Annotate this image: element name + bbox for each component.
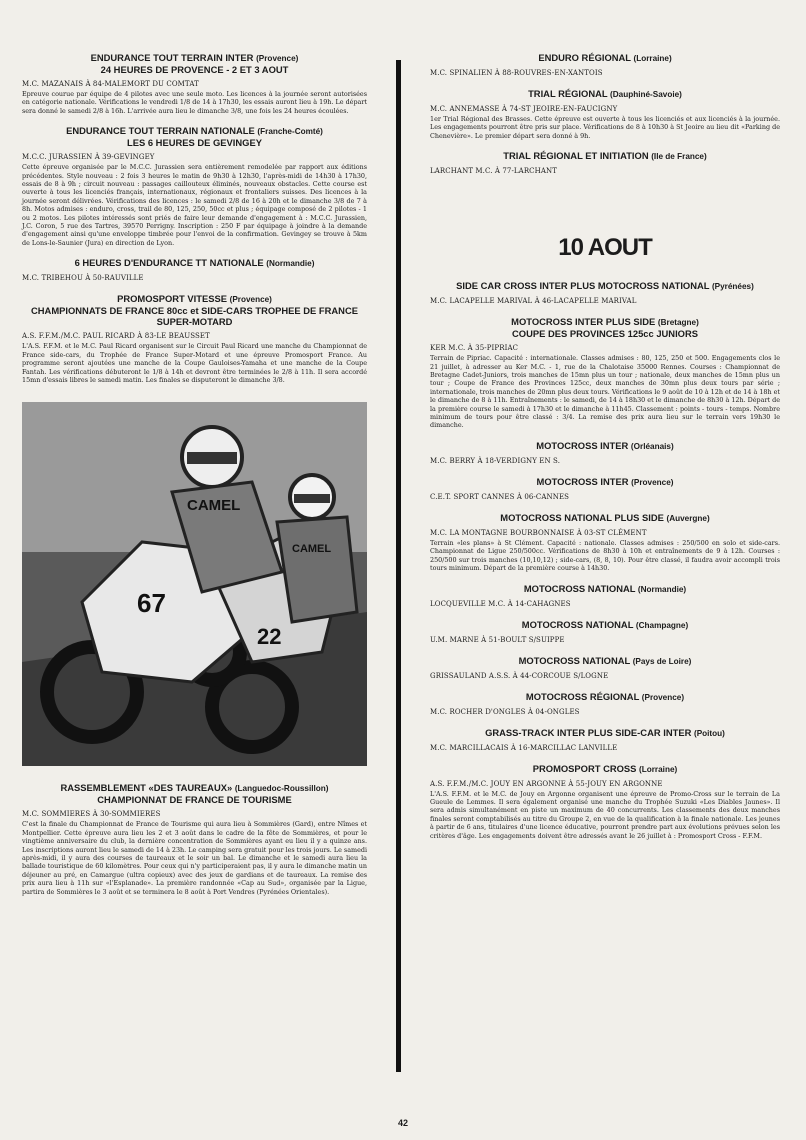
event-club: A.S. F.F.M./M.C. JOUY EN ARGONNE À 55-JOUY EN ARGONNE (430, 779, 663, 788)
event-club: U.M. MARNE À 51-BOULT S/SUIPPE (430, 635, 565, 644)
event-title: 6 HEURES D'ENDURANCE TT NATIONALE (74, 257, 264, 269)
event-title-line (22, 293, 367, 305)
event-title: PROMOSPORT CROSS (532, 762, 637, 774)
event-listing (430, 440, 780, 466)
event-description: C'est la finale du Championnat de France de Tourisme qui aura lieu à Sommières (Gard), entre Nîmes et Montpellier. Cette épreuve aura lieu les 2 et 3 août dans le cadre de la fête de Sommières, et pour le vingtième anniversaire du club, la dernière concentration de Sommières ayant eu lieu il y a quinze ans. Les inscriptions auront lieu le samedi de 14 à 23h. Le camping sera gratuit pour les trois jours. Le samedi après-midi, il y aura des courses de taureaux et le soir un bal. Le dimanche et le samedi aura lieu la ballade touristique de 60 kilomètres. Pour ceux qui n'y participeraient pas, il y aura le dimanche matin un déjeuner au pré, en Camargue (ultra copieux) avec des jeux de gardians et de taureaux. La remise des prix aura lieu à 11h sur «l'Esplanade». La première randonnée «Cap au Sud», organisée par la Ligue, partira de Sommières le 3 août et se terminera le 8 août à Port Vendres (Pyrénées Orientales). (22, 820, 367, 896)
event-title: ENDURANCE TOUT TERRAIN NATIONALE (66, 125, 255, 137)
event-club: A.S. F.F.M./M.C. PAUL RICARD À 83-LE BEAUSSET (22, 332, 210, 341)
event-title-line (22, 782, 367, 794)
event-title: PROMOSPORT VITESSE (117, 293, 227, 305)
event-region: (Provence) (631, 477, 674, 487)
event-title-line (430, 583, 780, 595)
event-title-line (430, 476, 780, 488)
column-divider (396, 60, 401, 1072)
event-title-line (430, 763, 780, 775)
event-heading (430, 280, 780, 292)
event-title-line (430, 512, 780, 524)
event-heading (430, 727, 780, 739)
event-subtitle: COUPE DES PROVINCES 125cc JUNIORS (512, 328, 698, 340)
event-title: GRASS-TRACK INTER PLUS SIDE-CAR INTER (485, 726, 692, 738)
event-listing (430, 316, 780, 430)
event-listing (430, 763, 780, 840)
event-region: (Ile de France) (651, 152, 707, 162)
race-number-1: 67 (137, 588, 166, 619)
event-title-line (430, 655, 780, 667)
event-heading (430, 619, 780, 631)
motorcycle-riders-illustration (22, 402, 367, 766)
event-listing (22, 293, 367, 384)
event-title: RASSEMBLEMENT «DES TAUREAUX» (60, 782, 233, 794)
event-subtitle: 24 HEURES DE PROVENCE - 2 ET 3 AOUT (100, 64, 289, 75)
event-club: M.C. SPINALIEN À 88-ROUVRES-EN-XANTOIS (430, 69, 603, 77)
event-title: TRIAL RÉGIONAL (528, 88, 608, 99)
event-listing (430, 727, 780, 753)
left-column (22, 52, 367, 906)
event-region: (Pays de Loire) (632, 656, 692, 666)
event-region: (Lorraine) (639, 764, 678, 774)
event-title-line (430, 88, 780, 100)
event-title: SIDE CAR CROSS INTER PLUS MOTOCROSS NATIONAL (456, 280, 710, 292)
event-region: (Champagne) (635, 620, 689, 630)
event-club: LOCQUEVILLE M.C. À 14-CAHAGNES (430, 599, 571, 608)
event-club: M.C. SOMMIERES À 30-SOMMIERES (22, 810, 161, 819)
event-listing (430, 150, 780, 176)
event-title: ENDURANCE TOUT TERRAIN INTER (90, 52, 254, 63)
event-listing (22, 125, 367, 247)
event-region: (Poitou) (693, 728, 725, 738)
event-title: MOTOCROSS INTER PLUS SIDE (511, 316, 656, 328)
event-title-line (22, 125, 367, 137)
event-listing (22, 52, 367, 115)
event-listing (430, 619, 780, 645)
event-description: Cette épreuve organisée par le M.C.C. Jurassien sera entièrement remodelée par rapport aux éditions précédentes. Style nouveau : 2 fois 3 heures le matin de 9h30 à 12h30, l'après-midi de 14h30 à 17h30, essais de 8 à 9h ; circuit nouveau : passages caillouteux éliminés, nouveaux obstacles. Cette course est ouverte à tous les licenciés français, internationaux, régionaux et frontaliers suisses. Des licences à la journée seront délivrées. Vérifications des licences : le samedi 2/8 de 16 à 20h et le dimanche 3/8 de 7 à 8h. Motos admises : enduro, cross, trail de 80, 125, 250, 50cc et plus ; équipage composé de 2 pilotes - 1 ou 2 motos. Les pilotes intéressés sont priés de faire leur demande d'engagement à : M.C.C. Jurassien, J.C. Coron, 5 rue des Tartres, 39570 Perrigny. Inscription : 250 F par équipage à joindre à la demande d'engagement ainsi qu'une enveloppe timbrée pour l'envoi de la confirmation. Gevingey se trouve à 5km de Lons-le-Saunier (Jura) en direction de Lyon. (22, 163, 367, 247)
event-title-line (430, 280, 780, 292)
event-region: (Languedoc-Roussillon) (234, 784, 329, 794)
event-club: M.C. TRIBEHOU À 50-RAUVILLE (22, 274, 144, 283)
event-club: M.C.C. JURASSIEN À 39-GEVINGEY (22, 153, 155, 162)
event-listing (22, 782, 367, 896)
event-title-line (430, 150, 780, 162)
page-number: 42 (397, 1118, 408, 1128)
event-heading (22, 782, 367, 805)
event-heading (22, 257, 367, 269)
event-title: MOTOCROSS RÉGIONAL (525, 690, 640, 702)
event-heading (430, 512, 780, 524)
sponsor-logo-2: CAMEL (292, 543, 332, 556)
event-description: Epreuve courue par équipe de 4 pilotes avec une seule moto. Les licences à la journée seront autorisées en catégorie nationale. Vérifications le vendredi 1/8 de 14 à 17h30, les essais auront lieu à 19h. Le départ sera donné le samedi 2/8 à 16h. L'arrivée aura lieu le dimanche 3/8, une fois les 24 heures écoulées. (22, 90, 367, 115)
event-description: 1er Trial Régional des Brasses. Cette épreuve est ouverte à tous les licenciés et aux licenciés à la journée. Les engagements pourront être pris sur place. Vérifications de 8 à 10h30 à St Jeoire au lieu dit «Parking de Chenevière». Le premier départ sera donné à 9h. (430, 115, 780, 140)
event-title: MOTOCROSS INTER (536, 439, 629, 451)
event-listing (430, 280, 780, 306)
event-club: M.C. MAZANAIS À 84-MALEMORT DU COMTAT (22, 80, 199, 88)
event-title-line (430, 691, 780, 703)
event-club: C.E.T. SPORT CANNES À 06-CANNES (430, 492, 570, 501)
event-title: MOTOCROSS NATIONAL (521, 618, 634, 630)
event-heading (22, 52, 367, 75)
event-listing (430, 583, 780, 609)
event-listing (430, 655, 780, 681)
event-region: (Pyrénées) (711, 282, 754, 292)
event-heading (430, 316, 780, 339)
event-title: ENDURO RÉGIONAL (538, 52, 631, 63)
event-subtitle: LES 6 HEURES DE GEVINGEY (127, 137, 262, 149)
event-heading (430, 440, 780, 452)
event-heading (430, 52, 780, 64)
event-listing (22, 257, 367, 283)
event-region: (Orléanais) (630, 441, 674, 451)
event-heading (22, 293, 367, 327)
event-title: MOTOCROSS NATIONAL (518, 654, 631, 666)
event-club: KER M.C. À 35-PIPRIAC (430, 344, 519, 353)
event-title-line (22, 52, 367, 64)
event-description: Terrain de Pipriac. Capacité : internationale. Classes admises : 80, 125, 250 et 500. Engagements clos le 21 juillet, à adresser au Ker M.C. - 1, rue de la Chalotaise 35000 Rennes. Courses : Championnat de Bretagne Cadet-Juniors, trois manches de 15mn plus un tour ; nationale, deux manches de 15mn plus un tour ; Coupe de France des Provinces 125cc, deux manches de 30mn plus deux tours par série ; internationale, trois manches de 20mn plus deux tours. Vérifications le 9 août de 10 à 12h et de 14 à 18h et le dimanche de 8 à 11h. Entraînements : le samedi, de 14 à 18h30 et le dimanche de 8h30 à 12h. Départ de la première course le samedi à 17h30 et le dimanche à 11h45. Classement : points - tours - temps. Nombre minimum de tours pour être classé : 3/4. La remise des prix aura lieu sur le terrain vers 19h30 le dimanche. (430, 354, 780, 430)
event-club: M.C. LA MONTAGNE BOURBONNAISE À 03-ST CLÉMENT (430, 528, 647, 537)
date-heading: 10 AOUT (558, 234, 652, 262)
event-region: (Provence) (229, 295, 272, 305)
event-subtitle: CHAMPIONNATS DE FRANCE 80cc et SIDE-CARS TROPHEE DE FRANCE SUPER-MOTARD (31, 305, 358, 328)
event-listing (430, 512, 780, 573)
event-region: (Bretagne) (657, 318, 699, 328)
event-region: (Lorraine) (633, 54, 672, 63)
event-region: (Franche-Comté) (257, 127, 323, 137)
event-region: (Auvergne) (666, 513, 710, 523)
event-listing (430, 691, 780, 717)
race-number-2: 22 (257, 624, 282, 650)
event-club: M.C. MARCILLACAIS À 16-MARCILLAC LANVILLE (430, 743, 618, 752)
event-region: (Normandie) (637, 584, 687, 594)
event-heading (430, 88, 780, 100)
event-club: GRISSAULAND A.S.S. À 44-CORCOUE S/LOGNE (430, 671, 609, 680)
event-heading (430, 691, 780, 703)
event-listing (430, 476, 780, 502)
event-title: MOTOCROSS NATIONAL (523, 582, 636, 594)
event-title: TRIAL RÉGIONAL ET INITIATION (503, 150, 649, 162)
event-listing (430, 52, 780, 78)
event-heading (430, 655, 780, 667)
right-column (430, 52, 780, 850)
event-heading (22, 125, 367, 148)
event-club: M.C. ANNEMASSE À 74-ST JEOIRE-EN-FAUCIGNY (430, 105, 618, 113)
event-subtitle: CHAMPIONNAT DE FRANCE DE TOURISME (97, 794, 292, 806)
event-region: (Provence) (256, 54, 299, 63)
sponsor-logo: CAMEL (187, 497, 241, 515)
event-region: (Provence) (641, 692, 685, 702)
event-region: (Dauphiné-Savoie) (610, 90, 682, 99)
event-title-line (430, 619, 780, 631)
event-region: (Normandie) (266, 259, 315, 269)
event-listing (430, 88, 780, 140)
event-club: LARCHANT M.C. À 77-LARCHANT (430, 167, 557, 176)
event-title-line (430, 52, 780, 64)
event-description: L'A.S. F.F.M. et le M.C. Paul Ricard organisent sur le Circuit Paul Ricard une manche du Championnat de France side-cars, du Trophée de France Super-Motard et une épreuve Promosport France. Au programme seront ajoutées une manche de la Coupe Gauloises-Yamaha et une manche de la Coupe Fantah. Les vérifications débuteront le 1/8 à 14h et devront être terminées le 2/8 à 11h. Il sera accordé 15mn d'essais libres le samedi matin. Les finales se disputeront le dimanche 3/8. (22, 342, 367, 384)
event-heading (430, 150, 780, 162)
event-club: M.C. LACAPELLE MARIVAL À 46-LACAPELLE MARIVAL (430, 297, 637, 306)
event-club: M.C. ROCHER D'ONGLES À 04-ONGLES (430, 707, 580, 716)
event-description: Terrain «les plans» à St Clément. Capacité : nationale. Classes admises : 250/500 en solo et side-cars. Championnat de Ligue 250/500cc. Vérifications de 8h30 à 10h et entraînements de 9 à 12h. Courses : 250/500 sur trois manches (10,10,12) ; side-cars, (8, 8, 10). Pour être classé, il faudra avoir accompli trois tours minimum. Départ de la première course à 14h30. (430, 538, 780, 573)
event-title-line (22, 257, 367, 269)
event-title-line (430, 316, 780, 328)
event-title-line (430, 440, 780, 452)
event-title: MOTOCROSS NATIONAL PLUS SIDE (500, 511, 664, 523)
event-club: M.C. BERRY À 18-VERDIGNY EN S. (430, 456, 561, 465)
event-title: MOTOCROSS INTER (536, 475, 629, 487)
event-description: L'A.S. F.F.M. et le M.C. de Jouy en Argonne organisent une épreuve de Promo-Cross sur le terrain de La Gueule de Lemmes. Il sera également organisé une manche du Trophée Suzuki «Les Diables Jaunes». Il sera admis simultanément en piste un maximum de 40 concurrents. Les classements des deux manches finales seront comptabilisés au titre du Groupe 2, en vue de la qualification à la finale nationale. Les jeunes à partir de 6 ans, titulaires d'une licence éducative, pourront prendre part aux évolutions prévues selon les critères d'âge. Les engagements doivent être adressés avant le 26 juillet à : Promosport Cross - F.F.M. (430, 789, 780, 840)
event-heading (430, 476, 780, 488)
event-title-line (430, 727, 780, 739)
event-heading (430, 583, 780, 595)
motocross-photo (22, 402, 367, 766)
event-heading (430, 763, 780, 775)
